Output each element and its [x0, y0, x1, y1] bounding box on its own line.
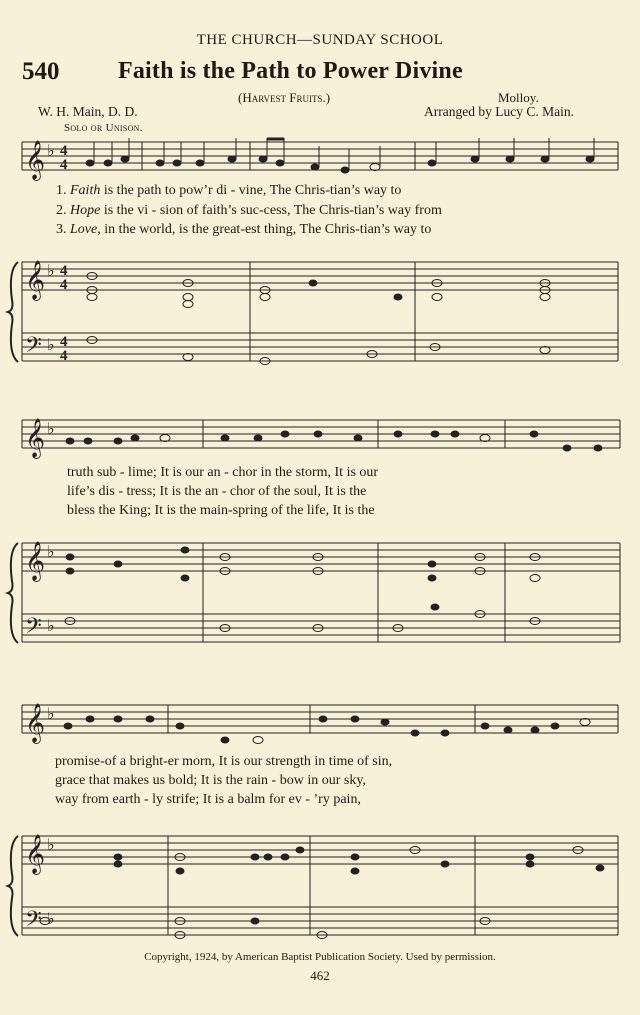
performance-note: Solo or Unison.: [64, 122, 143, 134]
svg-text:♭: ♭: [47, 835, 55, 854]
brace-marks: [8, 262, 18, 936]
lyric-line-1-1: 1. Faith is the path to pow’r di - vine, The Chris-tian’s way to: [56, 183, 402, 198]
hymn-number: 540: [22, 58, 60, 85]
svg-text:𝄞: 𝄞: [25, 703, 46, 743]
copyright-notice: Copyright, 1924, by American Baptist Publication Society. Used by permission.: [144, 951, 496, 963]
svg-text:𝄞: 𝄞: [25, 541, 46, 581]
svg-text:𝄞: 𝄞: [25, 140, 46, 180]
staff-melody-1: [22, 142, 618, 170]
svg-text:4: 4: [60, 263, 68, 279]
lyric-line-2-2: life’s dis - tress; It is the an - chor of the soul, It is the: [67, 484, 367, 499]
lyric-line-2-3: bless the King; It is the main-spring of the life, It is the: [67, 503, 375, 518]
svg-text:♭: ♭: [47, 335, 55, 354]
svg-text:♭: ♭: [47, 419, 55, 438]
svg-text:♭: ♭: [47, 261, 55, 280]
lyric-line-3-3: way from earth - ly strife; It is a balm for ev - ’ry pain,: [55, 792, 361, 807]
svg-text:♭: ♭: [47, 542, 55, 561]
svg-text:4: 4: [60, 157, 68, 173]
page-number: 462: [310, 968, 330, 983]
clefs: [25, 140, 68, 937]
svg-text:4: 4: [60, 143, 68, 159]
arranger: Arranged by Lucy C. Main.: [424, 104, 574, 119]
svg-text:𝄞: 𝄞: [25, 834, 46, 874]
lyric-line-1-3: 3. Love, in the world, is the great-est thing, The Chris-tian’s way to: [56, 222, 432, 237]
svg-text:𝄢: 𝄢: [25, 333, 42, 363]
svg-text:♭: ♭: [47, 704, 55, 723]
running-header: THE CHURCH—SUNDAY SCHOOL: [196, 32, 444, 48]
lyric-line-1-2: 2. Hope is the vi - sion of faith’s suc-cess, The Chris-tian’s way from: [56, 203, 442, 218]
staff-bass-1: [22, 262, 618, 361]
staff-bass-3: [22, 836, 618, 935]
svg-text:𝄞: 𝄞: [25, 260, 46, 300]
tune-name: (Harvest Fruits.): [238, 90, 331, 105]
svg-text:𝄞: 𝄞: [25, 418, 46, 458]
svg-text:♭: ♭: [47, 909, 55, 928]
hymn-title: Faith is the Path to Power Divine: [118, 58, 463, 84]
svg-text:4: 4: [60, 277, 68, 293]
lyric-line-2-1: truth sub - lime; It is our an - chor in the storm, It is our: [67, 465, 379, 480]
accompaniment-notes: [40, 273, 604, 939]
svg-text:4: 4: [60, 348, 68, 364]
lyric-line-3-1: promise-of a bright-er morn, It is our strength in time of sin,: [55, 754, 393, 769]
svg-text:𝄢: 𝄢: [25, 907, 42, 937]
svg-text:4: 4: [60, 334, 68, 350]
staff-treble-1: [22, 262, 618, 290]
svg-text:𝄢: 𝄢: [25, 614, 42, 644]
svg-text:♭: ♭: [47, 141, 55, 160]
svg-text:♭: ♭: [47, 616, 55, 635]
composer: Molloy.: [498, 90, 539, 105]
author: W. H. Main, D. D.: [38, 104, 138, 119]
lyric-line-3-2: grace that makes us bold; It is the rain - bow in our sky,: [55, 773, 366, 788]
